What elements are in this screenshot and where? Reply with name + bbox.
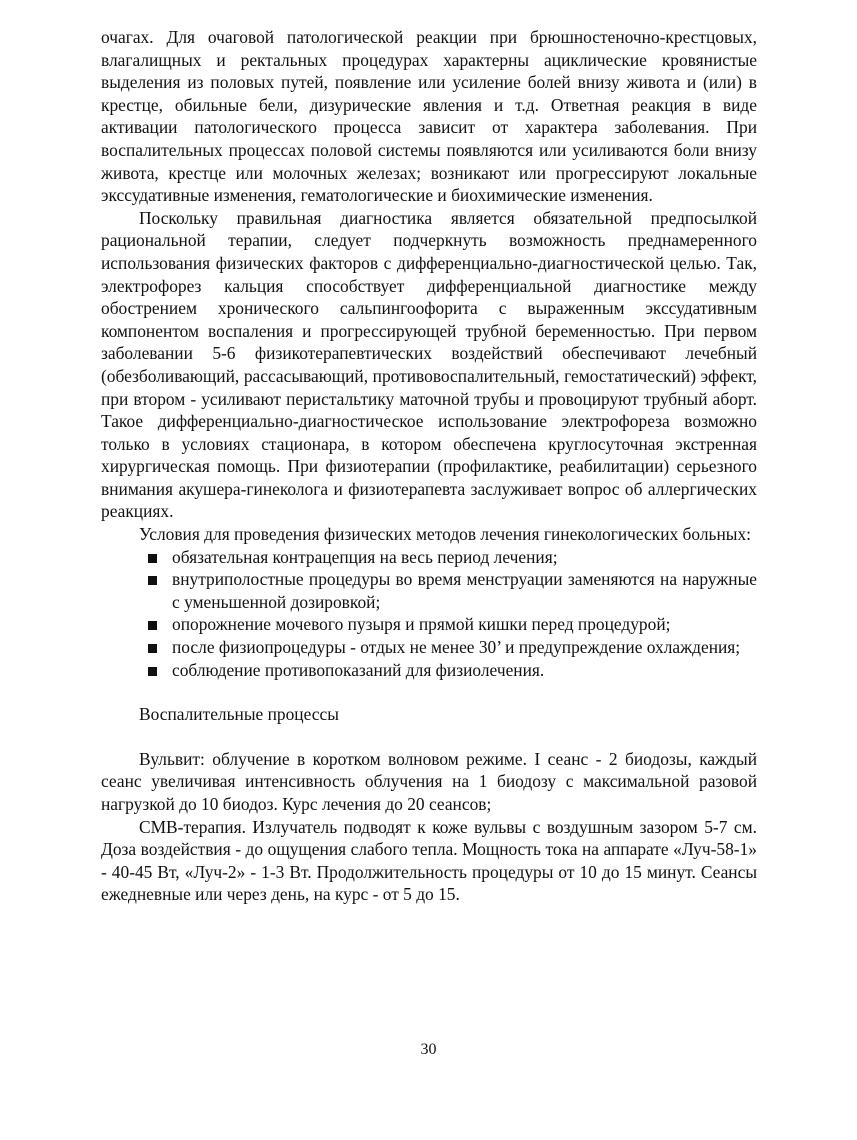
list-item-text: после физиопроцедуры - отдых не менее 30’ и предупреждение охлаждения; bbox=[172, 637, 741, 658]
list-item bbox=[172, 636, 757, 659]
list-item bbox=[172, 613, 757, 636]
square-bullet-icon bbox=[148, 554, 157, 563]
conditions-list bbox=[101, 546, 757, 682]
square-bullet-icon bbox=[148, 621, 157, 630]
page-number: 30 bbox=[420, 1041, 437, 1058]
list-item-text: обязательная контрацепция на весь период лечения; bbox=[172, 546, 558, 567]
list-item-text: опорожнение мочевого пузыря и прямой кишки перед процедурой; bbox=[172, 614, 671, 635]
document-page bbox=[101, 26, 757, 906]
paragraph-focal-reaction: очагах. Для очаговой патологической реакции при брюшностеночно-крестцовых, влагалищных и ректальных процедурах характерны ациклические кровянистые выделения из половых путей, появление или усиление болей внизу живота и (или) в крестце, обильные бели, дизурические явления и т.д. Ответная реакция в виде активации патологического процесса зависит от характера заболевания. При воспалительных процессах половой системы появляются или усиливаются боли внизу живота, крестце или молочных железах; возникают или прогрессируют локальные экссудативные изменения, гематологические и биохимические изменения. bbox=[101, 27, 757, 206]
paragraph-vulvitis: Вульвит: облучение в коротком волновом режиме. I сеанс - 2 биодозы, каждый сеанс увеличивая интенсивность облучения на 1 биодозу с максимальной разовой нагрузкой до 10 биодоз. Курс лечения до 20 сеансов; bbox=[101, 748, 757, 814]
list-item-text: внутриполостные процедуры во время менструации заменяются на наружные с уменьшенной дозировкой; bbox=[172, 569, 757, 612]
list-item bbox=[172, 568, 757, 613]
paragraph-diagnostics: Поскольку правильная диагностика является обязательной предпосылкой рациональной терапии, следует подчеркнуть возможность преднамеренного использования физических факторов с дифференциально-диагностической целью. Так, электрофорез кальция способствует дифференциальной диагностике между обострением хронического сальпингоофорита с выраженным экссудативным компонентом воспаления и прогрессирующей трубной беременностью. При первом заболевании 5-6 физикотерапевтических воздействий обеспечивают лечебный (обезболивающий, рассасывающий, противовоспалительный, гемостатический) эффект, при втором - усиливают перистальтику маточной трубы и провоцируют трубный аборт. Такое дифференциально-диагностическое использование электрофореза возможно только в условиях стационара, в котором обеспечена круглосуточная экстренная хирургическая помощь. При физиотерапии (профилактике, реабилитации) серьезного внимания акушера-гинеколога и физиотерапевта заслуживает вопрос об аллергических реакциях. bbox=[101, 207, 757, 522]
list-item bbox=[172, 659, 757, 682]
list-item-text: соблюдение противопоказаний для физиолечения. bbox=[172, 659, 545, 680]
square-bullet-icon bbox=[148, 667, 157, 676]
square-bullet-icon bbox=[148, 644, 157, 653]
square-bullet-icon bbox=[148, 576, 157, 585]
section-heading: Воспалительные процессы bbox=[139, 704, 339, 725]
paragraph-conditions-intro: Условия для проведения физических методов лечения гинекологических больных: bbox=[139, 524, 751, 545]
paragraph-smv-therapy: СМВ-терапия. Излучатель подводят к коже вульвы с воздушным зазором 5-7 см. Доза воздействия - до ощущения слабого тепла. Мощность тока на аппарате «Луч-58-1» - 40-45 Вт, «Луч-2» - 1-3 Вт. Продолжительность процедуры от 10 до 15 минут. Сеансы ежедневные или через день, на курс - от 5 до 15. bbox=[101, 816, 757, 905]
list-item bbox=[172, 546, 757, 569]
